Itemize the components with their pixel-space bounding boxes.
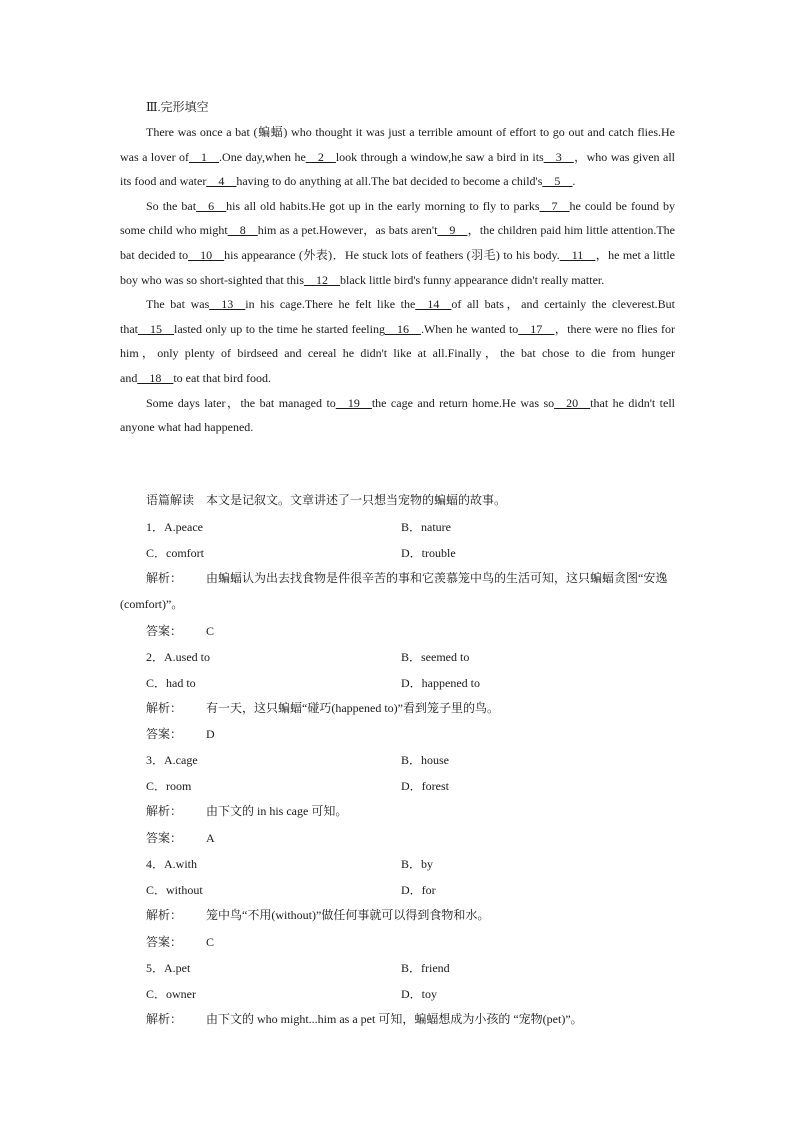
q5-analysis — [120, 1006, 675, 1032]
blank-4: __4__ — [206, 174, 237, 189]
q1-option-b: B．nature — [401, 520, 451, 534]
blank-10: __10__ — [188, 247, 225, 262]
passage-paragraph-3 — [120, 292, 675, 390]
q2-analysis — [120, 695, 675, 721]
passage-text: ，who was given all its food and water — [120, 149, 675, 189]
blank-3: __3__ — [543, 149, 574, 164]
blank-9: __9__ — [437, 223, 468, 238]
blank-1: __1__ — [189, 149, 220, 164]
passage-text: .When he wanted to — [420, 321, 519, 336]
q4-option-b: B．by — [401, 857, 434, 871]
passage-text: The bat was — [146, 297, 210, 312]
passage-text: the cage and return home.He was so — [371, 395, 555, 410]
answer-label: 答案： — [146, 727, 183, 741]
passage-text: his appearance (外表)．He stuck lots of feathers (羽毛) to his body. — [224, 247, 560, 262]
blank-6: __6__ — [196, 198, 227, 213]
passage-paragraph-1 — [120, 120, 675, 194]
passage-text: lasted only up to the time he started feeling — [174, 321, 385, 336]
analysis-text: 由下文的 who might...him as a pet 可知，蝙蝠想成为小孩的 “宠物(pet)”。 — [206, 1012, 583, 1026]
q1-option-a: 1．A.peace — [146, 520, 203, 534]
q3-option-b: B．house — [401, 753, 450, 767]
blank-5: __5__ — [542, 174, 573, 189]
q4-option-c: C．without — [146, 883, 203, 897]
passage-text: of all bats，and certainly the cleverest.But that — [120, 297, 675, 336]
answer-label: 答案： — [146, 624, 183, 638]
analysis-label: 解析： — [146, 908, 183, 922]
analysis-text: 由下文的 in his cage 可知。 — [206, 804, 348, 818]
blank-20: __20__ — [554, 395, 591, 410]
q2-option-c: C．had to — [146, 676, 196, 690]
q5-option-c: C．owner — [146, 987, 196, 1001]
answer-value: C — [206, 624, 215, 638]
blank-8: __8__ — [227, 223, 258, 238]
q2-option-b: B．seemed to — [401, 650, 470, 664]
q4-option-a: 4．A.with — [146, 857, 198, 871]
passage-text: Some days later，the bat managed to — [146, 395, 336, 410]
passage-text: to eat that bird food. — [173, 370, 271, 385]
q2-option-a: 2．A.used to — [146, 650, 210, 664]
analysis-text: 笼中鸟“不用(without)”做任何事就可以得到食物和水。 — [206, 908, 490, 922]
q1-option-d: D．trouble — [401, 546, 456, 560]
q4-answer — [146, 933, 214, 950]
q5-option-b: B．friend — [401, 961, 450, 975]
passage-text: having to do anything at all.The bat decided to become a child's — [236, 174, 543, 189]
passage-text: . — [572, 174, 576, 189]
blank-13: __13__ — [209, 297, 246, 312]
q2-option-d: D．happened to — [401, 676, 480, 690]
passage-text: black little bird's funny appearance didn't really matter. — [340, 272, 605, 287]
analysis-label: 解析： — [146, 701, 183, 715]
answer-value: A — [206, 831, 215, 845]
blank-16: __16__ — [384, 321, 421, 336]
blank-14: __14__ — [415, 297, 452, 312]
q1-answer — [146, 622, 214, 639]
analysis-text: 由蝙蝠认为出去找食物是件很辛苦的事和它羡慕笼中鸟的生活可知，这只蝙蝠贪图“安逸(comfort)”。 — [120, 571, 668, 611]
reading-note: 语篇解读 本文是记叙文。文章讲述了一只想当宠物的蝙蝠的故事。 — [146, 493, 507, 507]
blank-2: __2__ — [305, 149, 336, 164]
cloze-passage — [120, 120, 675, 440]
answer-label: 答案： — [146, 831, 183, 845]
q3-option-c: C．room — [146, 779, 192, 793]
blank-12: __12__ — [304, 272, 340, 287]
blank-15: __15__ — [138, 321, 174, 336]
passage-text: There was once a bat (蝙蝠) who thought it was just a terrible amount of effort to go out and catch flies.He was a lover of — [120, 125, 675, 164]
passage-text: he could be found by some child who might — [120, 198, 676, 238]
answer-value: C — [206, 935, 215, 949]
passage-paragraph-2 — [120, 194, 675, 292]
blank-11: __11__ — [559, 247, 596, 262]
q4-option-d: D．for — [401, 883, 436, 897]
passage-text: ，there were no flies for him，only plenty of birdseed and cereal he didn't like at all.Finally，the bat chose to die from hunger and — [120, 321, 675, 385]
q2-answer — [146, 725, 215, 742]
section-title: Ⅲ.完形填空 — [146, 100, 209, 114]
q5-option-a: 5．A.pet — [146, 961, 191, 975]
passage-text: look through a window,he saw a bird in its — [335, 149, 544, 164]
blank-17: __17__ — [518, 321, 555, 336]
q3-analysis — [120, 798, 675, 824]
q1-analysis — [120, 565, 675, 617]
analysis-label: 解析： — [146, 804, 183, 818]
blank-18: __18__ — [137, 370, 174, 385]
passage-text: in his cage.There he felt like the — [245, 297, 416, 312]
q5-option-d: D．toy — [401, 987, 438, 1001]
passage-text: ，the children paid him little attention.The bat decided to — [120, 223, 675, 262]
passage-text: .One day,when he — [219, 149, 306, 164]
analysis-label: 解析： — [146, 1012, 183, 1026]
passage-text: his all old habits.He got up in the early morning to fly to parks — [226, 198, 540, 213]
analysis-text: 有一天，这只蝙蝠“碰巧(happened to)”看到笼子里的鸟。 — [206, 701, 499, 715]
q3-option-a: 3．A.cage — [146, 753, 198, 767]
q3-answer — [146, 829, 215, 846]
passage-text: him as a pet.However，as bats aren't — [257, 223, 438, 238]
passage-text: So the bat — [146, 198, 197, 213]
passage-text: that he didn't tell anyone what had happened. — [120, 395, 675, 435]
blank-7: __7__ — [539, 198, 570, 213]
q1-option-c: C．comfort — [146, 546, 204, 560]
passage-paragraph-4 — [120, 391, 675, 440]
passage-text: ，he met a little boy who was so short-sighted that this — [120, 247, 675, 287]
analysis-label: 解析： — [146, 571, 183, 585]
q3-option-d: D．forest — [401, 779, 449, 793]
q4-analysis — [120, 902, 675, 928]
answer-value: D — [206, 727, 215, 741]
answer-label: 答案： — [146, 935, 183, 949]
blank-19: __19__ — [335, 395, 372, 410]
